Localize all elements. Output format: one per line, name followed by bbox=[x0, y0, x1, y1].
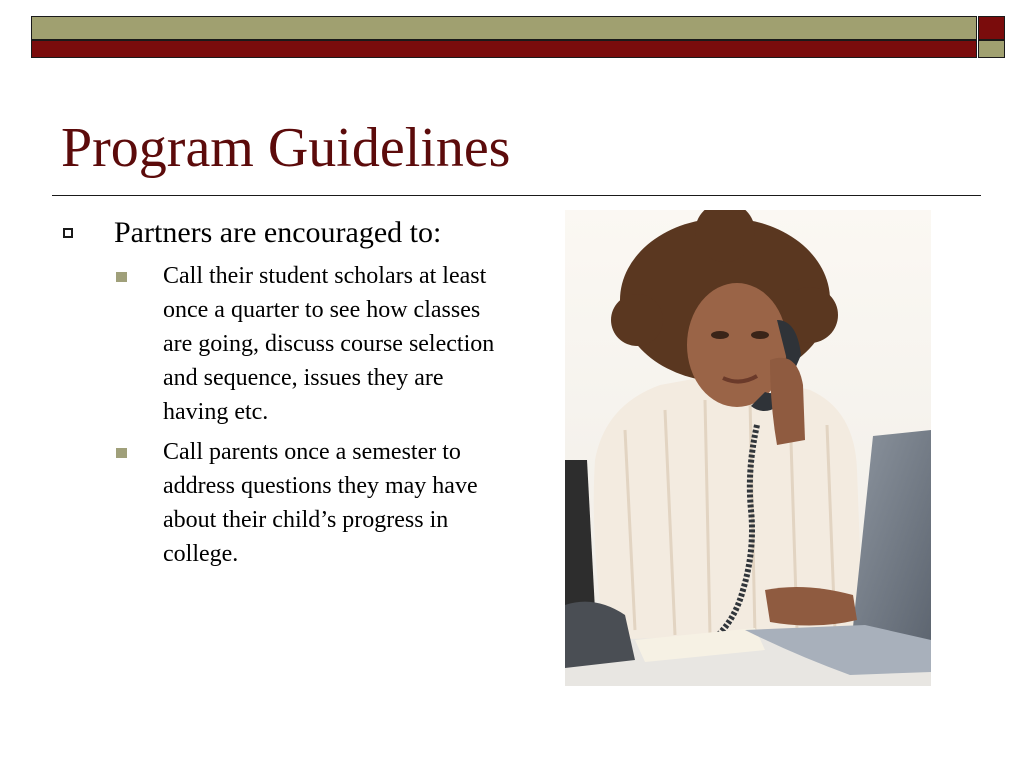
hollow-square-bullet-icon bbox=[63, 228, 73, 238]
olive-bar bbox=[31, 16, 977, 40]
woman-on-phone-photo bbox=[565, 210, 931, 686]
header-decoration bbox=[31, 16, 1005, 59]
bullet-text: Partners are encouraged to: bbox=[114, 216, 442, 249]
sub-bullet-item bbox=[60, 259, 500, 429]
maroon-square bbox=[978, 16, 1005, 40]
title-divider bbox=[52, 195, 981, 196]
maroon-bar bbox=[31, 40, 977, 58]
slide-title: Program Guidelines bbox=[61, 117, 511, 179]
sub-bullet-list bbox=[60, 259, 500, 571]
sub-bullet-text: Call their student scholars at least once a quarter to see how classes are going, discuss course selection and sequence, issues they are having etc. bbox=[163, 263, 495, 425]
sub-bullet-item bbox=[60, 435, 500, 571]
bullet-item bbox=[60, 213, 500, 253]
slide-content bbox=[60, 213, 500, 577]
olive-square bbox=[978, 40, 1005, 58]
filled-square-bullet-icon bbox=[116, 448, 127, 458]
sub-bullet-text: Call parents once a semester to address questions they may have about their child’s progress in college. bbox=[163, 439, 478, 567]
filled-square-bullet-icon bbox=[116, 272, 127, 282]
